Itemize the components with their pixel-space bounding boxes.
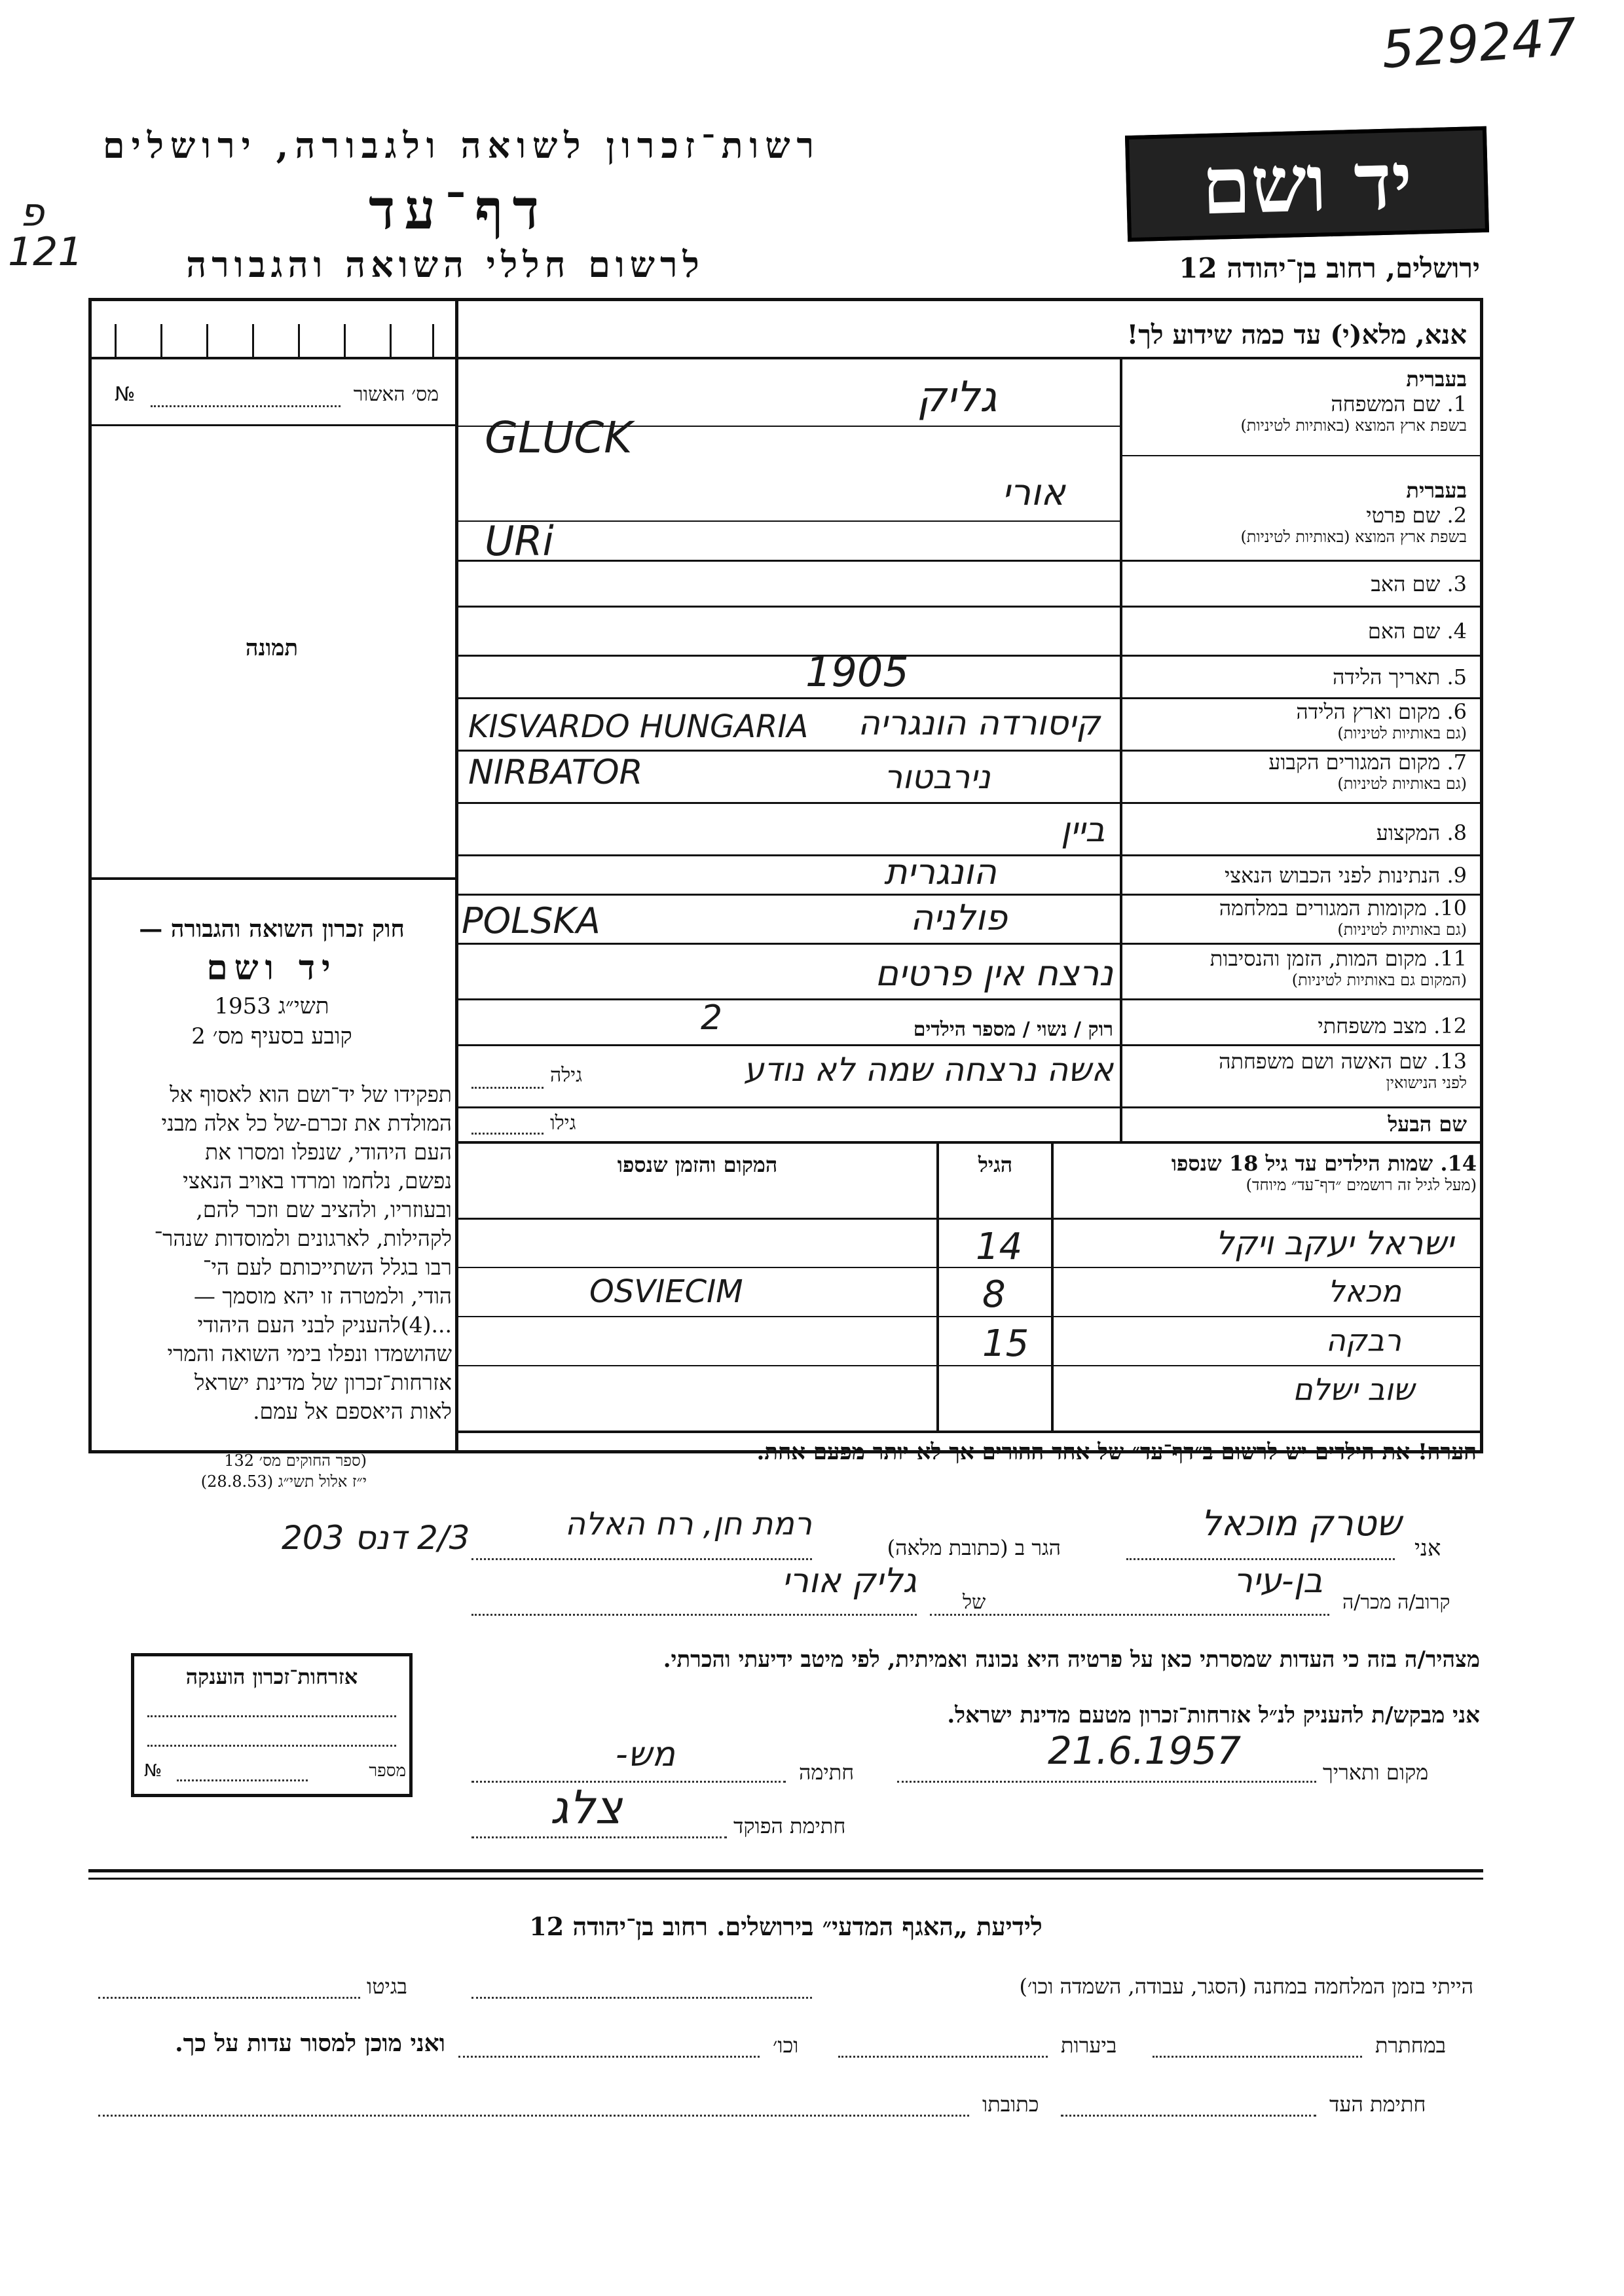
signature-value[interactable]: מש-	[616, 1735, 675, 1774]
footer-line-1b: בגיטו	[367, 1974, 407, 1999]
field-1-name: שם המשפחה	[1331, 392, 1441, 416]
law-line: הודי, ולמטרה זו יהא מוסמך —	[193, 1283, 452, 1309]
field-6-num: 6.	[1447, 699, 1467, 724]
field-8-label	[1126, 820, 1467, 845]
footer-heading: לידיעת „האגף המדעי״ בירושלים. רחוב בן־יהודה 12	[529, 1912, 1043, 1941]
field-6-sub: (גם באותיות לטיניות)	[1337, 724, 1467, 742]
officer-signature-value[interactable]: צלג	[550, 1781, 623, 1834]
law-line: נפשם, נלחמו ומרדו באויב הנאצי	[183, 1168, 452, 1194]
field-12-name: מצב משפחתי	[1318, 1013, 1427, 1038]
field-9-name: הנתינות לפני הכבוש הנאצי	[1224, 863, 1441, 888]
law-line: תפקידו של יד־ושם הוא לאסוף אל	[170, 1082, 452, 1107]
child-2-age[interactable]: 8	[982, 1273, 1006, 1316]
field-1-label	[1126, 367, 1467, 435]
field-11-value[interactable]: נרצח אין פרטים	[875, 953, 1113, 994]
field-4-name: שם האם	[1367, 619, 1441, 644]
law-source-1: (ספר החוקים מס׳ 132	[224, 1451, 367, 1470]
field-13-label	[1126, 1049, 1467, 1093]
tick-strip	[88, 298, 455, 357]
form-title: דף־עד	[368, 177, 548, 242]
field-9-num: 9.	[1447, 863, 1467, 888]
law-line: אזרחות־זכרון של מדינת ישראל	[194, 1370, 452, 1395]
form-subtitle: לרשום חללי השואה והגבורה	[186, 244, 705, 285]
field-9-value[interactable]: הונגרית	[884, 851, 997, 892]
citizenship-box-title: אזרחות־זכרון הוענקה	[185, 1664, 358, 1689]
logo-text: יד ושם	[1200, 134, 1414, 233]
field-10-num: 10.	[1433, 896, 1467, 920]
footer-line-2d: ואני מוכן למסור עדות על כך.	[175, 2030, 445, 2057]
declarant-address[interactable]: רמת חן, רח האלה	[564, 1506, 812, 1542]
stamp-number: 529247	[1380, 7, 1579, 81]
law-line: ...(4)להעניק לבני העם היהודי	[197, 1312, 452, 1338]
field-11-num: 11.	[1433, 946, 1467, 971]
field-2-tag: בעברית	[1406, 478, 1467, 503]
field-7-label	[1126, 750, 1467, 793]
child-1-age[interactable]: 14	[976, 1226, 1023, 1268]
institution-name: רשות־זכרון לשואה ולגבורה, ירושלים	[102, 124, 821, 166]
field-5-label	[1126, 665, 1467, 689]
citizenship-number-sign: №	[144, 1761, 162, 1781]
law-line: ובעוזריו, ולהציב שם וזכר להם,	[196, 1197, 452, 1222]
field-6-latin-value[interactable]: KISVARDO HUNGARIA	[468, 708, 809, 745]
law-line: רבו בגלל השתייכותם לעם הי־	[202, 1254, 452, 1280]
yad-vashem-address: ירושלים, רחוב בן־יהודה 12	[1179, 252, 1480, 284]
law-title: חוק זכרון השואה והגבורה —	[139, 915, 405, 943]
intro-instruction: אנא, מלא(י) עד כמה שידוע לך!	[1126, 319, 1467, 350]
field-12-num: 12.	[1433, 1013, 1467, 1038]
children-col-age: הגיל	[978, 1152, 1013, 1177]
children-col-divider-2	[936, 1142, 939, 1430]
footer-rule-2	[88, 1878, 1483, 1880]
child-2-name[interactable]: מכאל	[1327, 1273, 1401, 1309]
citizenship-box	[131, 1653, 413, 1797]
field-2-num: 2.	[1447, 503, 1467, 528]
approval-no-sign: №	[115, 383, 136, 406]
field-13-sub: לפני הנישואין	[1386, 1074, 1467, 1092]
field-2-sub: בשפת ארץ המוצא (באותיות לטיניות)	[1240, 528, 1467, 546]
field-4-label	[1126, 619, 1467, 644]
children-title	[1058, 1151, 1477, 1195]
husband-age-label: גילו	[550, 1112, 576, 1135]
children-note: הערה! את הילדים יש לרשום ב״דף־עד״ של אחד ההורים אך לא יותר מפעם אחת.	[756, 1439, 1477, 1465]
law-line: העם היהודי, שנפלו ומסרו את	[205, 1139, 452, 1165]
field-8-num: 8.	[1447, 820, 1467, 845]
field-10-label	[1126, 896, 1467, 939]
field-12-label	[1126, 1013, 1467, 1038]
approval-no-label: מס׳ האשור	[353, 383, 439, 406]
law-line: המולדת את זכרם-של כל אלה מבני	[161, 1110, 452, 1136]
declarant-name[interactable]: שטרק מוכאל	[1201, 1503, 1401, 1544]
child-1-name[interactable]: ישראל יעקב ויקל	[1215, 1224, 1454, 1262]
field-3-num: 3.	[1447, 572, 1467, 596]
field-3-label	[1126, 572, 1467, 596]
law-year-number: 1953	[214, 993, 271, 1019]
footer-line-3a: חתימת העד	[1329, 2092, 1426, 2117]
field-1-hebrew-value[interactable]: גליק	[917, 373, 997, 422]
law-year-hebrew: תשי״ג	[278, 993, 329, 1019]
law-source-2: י״ז אלול תשי״ג (28.8.53)	[200, 1472, 367, 1491]
relation-value[interactable]: בן-עיר	[1233, 1561, 1323, 1601]
field-11-label	[1126, 946, 1467, 990]
deceased-name[interactable]: גליק אורי	[782, 1561, 917, 1601]
field-12-options[interactable]: רוק / נשוי / מספר הילדים	[913, 1018, 1113, 1041]
field-10-sub: (גם באותיות לטיניות)	[1337, 920, 1467, 939]
field-11-sub: (המקום גם באותיות לטיניות)	[1291, 971, 1467, 989]
approval-divider	[88, 424, 455, 426]
child-2-place[interactable]: OSVIECIM	[589, 1273, 743, 1310]
place-date-label: מקום ותאריך	[1323, 1760, 1429, 1785]
footer-line-2c: וכו׳	[773, 2033, 799, 2058]
approval-number-field[interactable]	[105, 383, 445, 416]
field-7-name: מקום המגורים הקבוע	[1268, 750, 1441, 774]
field-10-hebrew-value[interactable]: פולניה	[910, 897, 1008, 938]
handwritten-note: 2/3 דנס 203	[282, 1519, 470, 1557]
field-1-latin-value[interactable]: GLUCK	[485, 412, 633, 463]
husband-label: שם הבעל	[1388, 1112, 1467, 1137]
declaration-i-label: אני	[1414, 1535, 1441, 1561]
relation-label: קרוב/ה מכר/ה	[1342, 1591, 1450, 1614]
footer-rule-1	[88, 1869, 1483, 1872]
margin-note-2: 121	[8, 229, 83, 275]
field-6-name: מקום וארץ הלידה	[1296, 699, 1441, 724]
children-col-place: המקום והזמן שנספו	[617, 1152, 778, 1177]
field-8-name: המקצוע	[1376, 820, 1441, 845]
field-4-num: 4.	[1447, 619, 1467, 644]
law-line: שהושמדו ונפלו בימי השואה והמרי	[167, 1341, 452, 1366]
field-3-name: שם האב	[1371, 572, 1441, 596]
left-column-divider	[455, 298, 458, 1453]
field-6-label	[1126, 699, 1467, 743]
footer-line-2b: ביערות	[1061, 2033, 1117, 2058]
law-clause: קובע בסעיף מס׳ 2	[191, 1023, 352, 1049]
children-title-num: 14.	[1440, 1151, 1477, 1176]
intro-row-divider	[88, 357, 1483, 359]
yad-vashem-logo	[1125, 126, 1489, 242]
children-title-text: שמות הילדים עד גיל 18 שנספו	[1171, 1151, 1433, 1176]
field-1-sub: בשפת ארץ המוצא (באותיות לטיניות)	[1240, 416, 1467, 435]
law-line: לקהילות, לארגונים ולמוסדות שנהר־	[154, 1226, 452, 1251]
declaration-statement: מצהיר/ה בזה כי העדות שמסרתי כאן על פרטיה היא נכונה ואמיתית, לפי מיטב ידיעתי והכרתי.	[663, 1647, 1480, 1673]
law-year	[95, 993, 449, 1019]
field-7-latin-value[interactable]: NIRBATOR	[468, 753, 643, 792]
field-10-latin-value[interactable]: POLSKA	[462, 900, 600, 941]
footer-line-2a: במחתרת	[1375, 2033, 1447, 2058]
field-5-value[interactable]: 1905	[805, 648, 909, 696]
law-text	[92, 1080, 452, 1426]
field-7-num: 7.	[1447, 750, 1467, 774]
children-col-divider-1	[1051, 1142, 1054, 1430]
children-header-divider	[458, 1218, 1483, 1220]
child-3-name[interactable]: רבקה	[1325, 1322, 1401, 1358]
field-9-label	[1126, 863, 1467, 888]
officer-signature-label: חתימת הפוקד	[733, 1813, 846, 1838]
footer-line-3b: כתובתו	[982, 2092, 1039, 2117]
children-subtitle: (מעל לגיל זה רושמים ״דף־עד״ מיוחד)	[1246, 1176, 1477, 1194]
child-4-name[interactable]: שוב ישלם	[1293, 1372, 1414, 1407]
field-5-name: תאריך הלידה	[1333, 665, 1441, 689]
margin-note-1: פ	[20, 190, 45, 236]
citizenship-number-label: מספר	[369, 1761, 406, 1781]
field-2-hebrew-value[interactable]: אורי	[1002, 471, 1065, 514]
photo-divider	[88, 877, 455, 880]
field-12-children-count[interactable]: 2	[701, 998, 723, 1038]
of-label: של	[963, 1591, 986, 1614]
field-13-age-label: גילה	[550, 1064, 583, 1087]
field-2-label	[1126, 478, 1467, 547]
law-source	[92, 1450, 367, 1492]
field-10-name: מקומות המגורים במלחמה	[1219, 896, 1427, 920]
field-1-num: 1.	[1447, 392, 1467, 416]
signature-label: חתימה	[799, 1760, 855, 1785]
photo-label: תמונה	[245, 635, 299, 661]
declaration-lives-label: הגר ב (כתובת מלאה)	[887, 1535, 1061, 1560]
field-8-value[interactable]: ביין	[1061, 811, 1105, 850]
field-7-hebrew-value[interactable]: נירבטור	[884, 758, 991, 796]
field-7-sub: (גם באותיות לטיניות)	[1337, 774, 1467, 793]
field-1-tag: בעברית	[1406, 367, 1467, 392]
footer-line-1a: הייתי בזמן המלחמה במחנה (הסגר, עבודה, השמדה וכו׳)	[1019, 1974, 1473, 1999]
law-block	[95, 915, 449, 1049]
field-13-name: שם האשה ושם משפחתה	[1219, 1049, 1427, 1074]
field-6-hebrew-value[interactable]: קיסורדה הונגריה	[857, 704, 1100, 743]
field-5-num: 5.	[1447, 665, 1467, 689]
law-line: לאות היאספם אל עמם.	[253, 1398, 452, 1424]
field-13-num: 13.	[1433, 1049, 1467, 1074]
law-name: יד ושם	[206, 948, 337, 988]
place-date-value[interactable]: 21.6.1957	[1048, 1728, 1242, 1773]
field-2-latin-value[interactable]: URi	[485, 517, 554, 565]
field-2-name: שם פרטי	[1366, 503, 1441, 528]
declaration-request: אני מבקש/ת להעניק לנ״ל אזרחות־זכרון מטעם מדינת ישראל.	[947, 1702, 1480, 1728]
field-13-value[interactable]: אשה נרצחה שמה לא נודע	[743, 1051, 1113, 1089]
field-11-name: מקום המות, הזמן והנסיבות	[1209, 946, 1427, 971]
child-3-age[interactable]: 15	[982, 1322, 1029, 1365]
